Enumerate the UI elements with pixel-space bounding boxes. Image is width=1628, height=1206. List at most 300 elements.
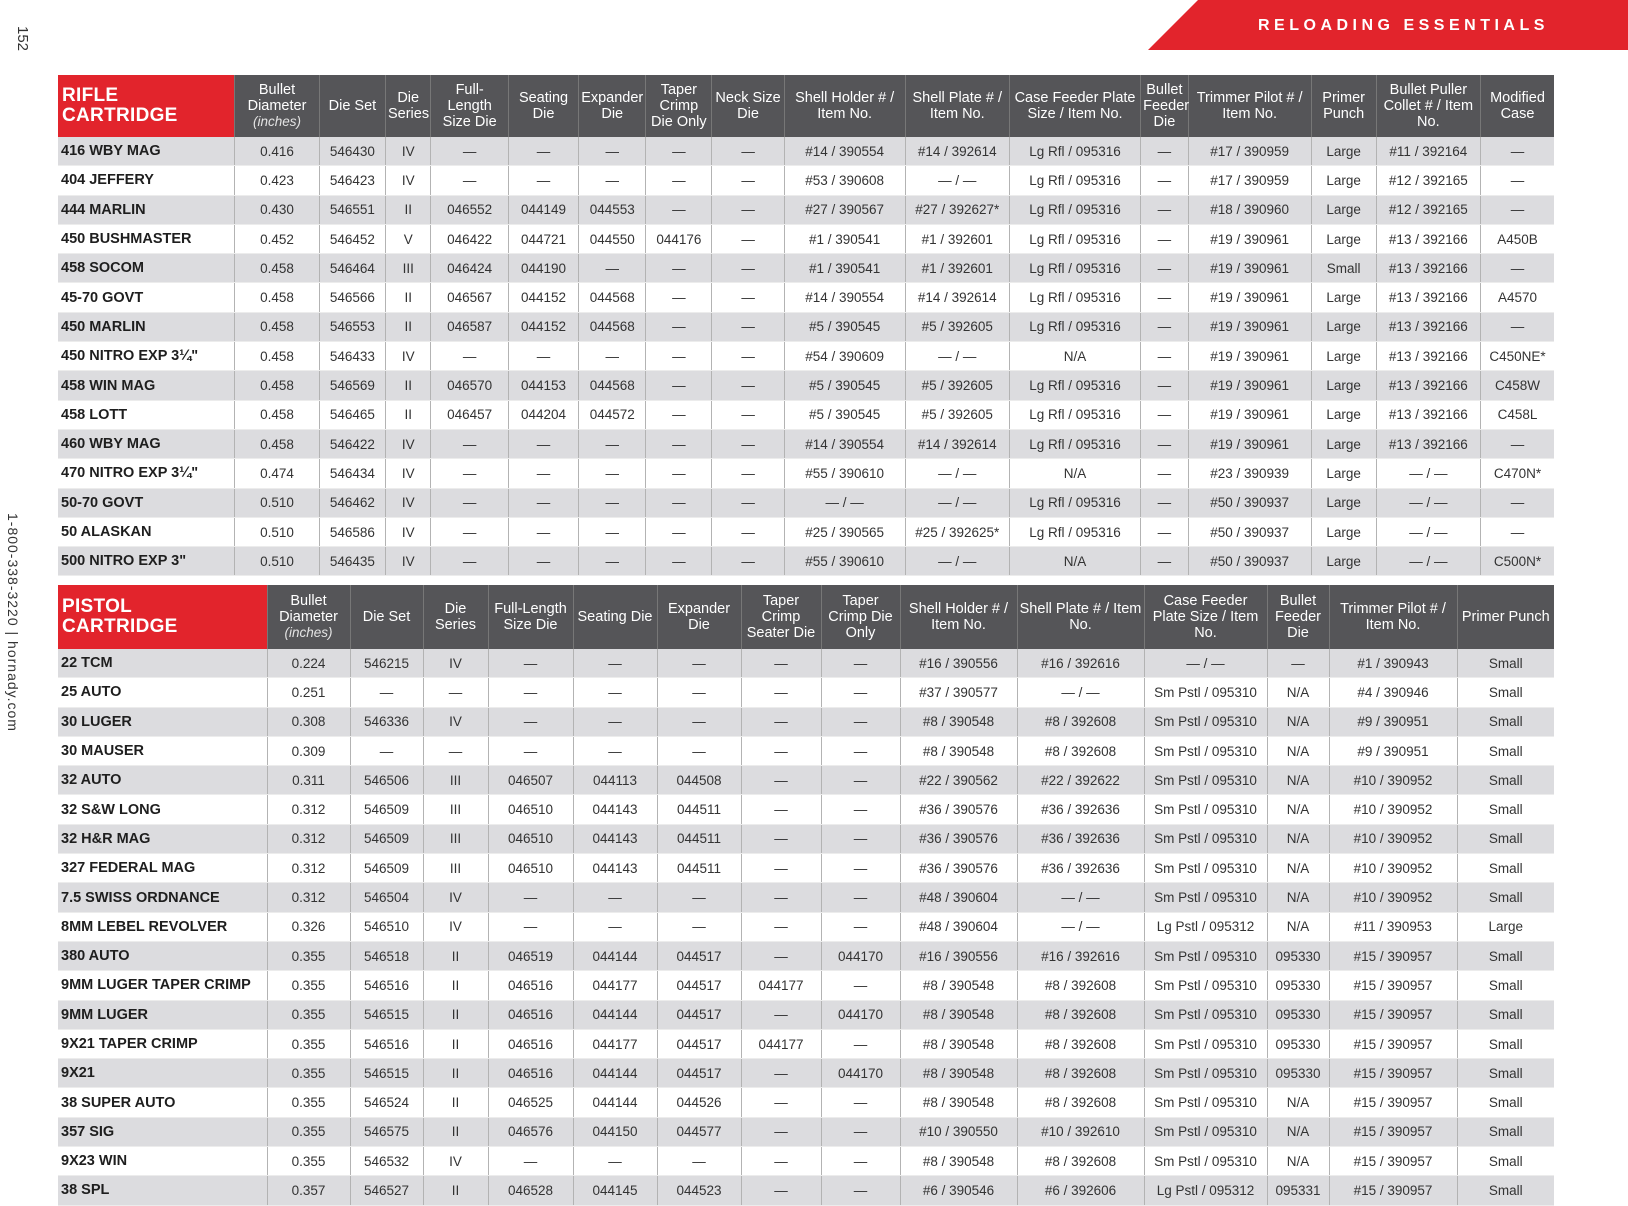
table-cell: Small — [1457, 766, 1554, 795]
table-cell: — — [646, 459, 712, 488]
table-cell: — — [579, 137, 646, 166]
table-cell: #8 / 390548 — [900, 1088, 1017, 1117]
table-cell: 044568 — [579, 283, 646, 312]
cartridge-name: 444 MARLIN — [58, 195, 235, 224]
table-row — [58, 1088, 1554, 1117]
table-cell: — — [1141, 224, 1189, 253]
table-cell: 044523 — [657, 1176, 741, 1205]
table-cell: — — [712, 459, 784, 488]
table-cell: — — [488, 883, 573, 912]
table-cell: 044144 — [573, 1000, 657, 1029]
cartridge-name: 404 JEFFERY — [58, 166, 235, 195]
table-cell: #6 / 392606 — [1017, 1176, 1144, 1205]
cartridge-name: 357 SIG — [58, 1117, 267, 1146]
cartridge-name: 327 FEDERAL MAG — [58, 854, 267, 883]
table-cell: Large — [1311, 342, 1376, 371]
table-cell: Small — [1457, 824, 1554, 853]
column-header-label: Bullet Puller Collet # / Item No. — [1383, 82, 1474, 130]
table-cell: — / — — [784, 488, 905, 517]
table-cell: #17 / 390959 — [1188, 137, 1311, 166]
table-cell: — — [573, 1147, 657, 1176]
table-cell: II — [423, 1176, 488, 1205]
table-cell: 046516 — [488, 1000, 573, 1029]
table-cell: Small — [1457, 854, 1554, 883]
table-cell: #13 / 392166 — [1376, 342, 1480, 371]
cartridge-name: 450 NITRO EXP 3¼" — [58, 342, 235, 371]
table-cell: IV — [385, 459, 430, 488]
cartridge-name: 32 S&W LONG — [58, 795, 267, 824]
table-cell: — — [712, 488, 784, 517]
table-cell: 546524 — [350, 1088, 423, 1117]
table-cell: II — [385, 195, 430, 224]
table-cell: — / — — [1017, 883, 1144, 912]
table-cell: — — [821, 795, 900, 824]
table-cell: Sm Pstl / 095310 — [1144, 766, 1267, 795]
table-cell: 0.416 — [235, 137, 320, 166]
table-cell: A4570 — [1481, 283, 1554, 312]
table-cell: 546452 — [319, 224, 385, 253]
table-cell: — — [1141, 371, 1189, 400]
table-cell: 0.510 — [235, 517, 320, 546]
table-cell: #1 / 390541 — [784, 224, 905, 253]
table-cell: — — [712, 224, 784, 253]
table-cell: Lg Rfl / 095316 — [1009, 254, 1140, 283]
table-cell: — — [350, 736, 423, 765]
table-cell: #8 / 390548 — [900, 1147, 1017, 1176]
table-cell: — — [741, 766, 821, 795]
table-cell: N/A — [1267, 707, 1329, 736]
table-cell: 546465 — [319, 400, 385, 429]
table-row — [58, 766, 1554, 795]
column-header-label: Full-Length Size Die — [442, 82, 497, 130]
table-cell: — — [1141, 342, 1189, 371]
table-cell: 0.510 — [235, 488, 320, 517]
table-cell: — — [488, 736, 573, 765]
table-row — [58, 971, 1554, 1000]
cartridge-name: 9MM LUGER — [58, 1000, 267, 1029]
table-cell: #15 / 390957 — [1329, 1029, 1457, 1058]
table-cell: 0.355 — [267, 1000, 350, 1029]
table-cell: #16 / 392616 — [1017, 649, 1144, 678]
cartridge-name: 9X23 WIN — [58, 1147, 267, 1176]
table-cell: III — [423, 766, 488, 795]
table-cell: Sm Pstl / 095310 — [1144, 941, 1267, 970]
column-header — [900, 585, 1017, 649]
table-cell: Lg Rfl / 095316 — [1009, 195, 1140, 224]
table-cell: 0.312 — [267, 795, 350, 824]
table-row — [58, 429, 1554, 458]
table-cell: N/A — [1267, 678, 1329, 707]
table-cell: 546515 — [350, 1059, 423, 1088]
table-cell: N/A — [1267, 1088, 1329, 1117]
table-cell: — — [579, 166, 646, 195]
table-cell: N/A — [1267, 736, 1329, 765]
table-cell: Large — [1311, 224, 1376, 253]
table-cell: 044511 — [657, 854, 741, 883]
table-cell: #8 / 392608 — [1017, 1147, 1144, 1176]
table-cell: Small — [1457, 707, 1554, 736]
table-cell: 044553 — [579, 195, 646, 224]
table-cell: — — [508, 342, 578, 371]
table-cell: Large — [1311, 195, 1376, 224]
table-cell: #11 / 392164 — [1376, 137, 1480, 166]
column-header — [741, 585, 821, 649]
table-cell: 044517 — [657, 971, 741, 1000]
table-cell: #5 / 390545 — [784, 312, 905, 341]
table-cell: — — [1481, 488, 1554, 517]
column-header-label: Expander Die — [581, 90, 644, 122]
table-cell: — — [646, 254, 712, 283]
table-cell: — — [573, 912, 657, 941]
table-cell: — — [657, 912, 741, 941]
table-cell: #50 / 390937 — [1188, 488, 1311, 517]
table-cell: 546422 — [319, 429, 385, 458]
table-cell: #36 / 390576 — [900, 854, 1017, 883]
table-cell: 046424 — [431, 254, 508, 283]
cartridge-name: 32 H&R MAG — [58, 824, 267, 853]
table-cell: Sm Pstl / 095310 — [1144, 824, 1267, 853]
table-cell: II — [385, 283, 430, 312]
table-cell: 044517 — [657, 1029, 741, 1058]
table-row — [58, 312, 1554, 341]
table-cell: 046422 — [431, 224, 508, 253]
table-cell: #8 / 390548 — [900, 971, 1017, 1000]
table-cell: 0.251 — [267, 678, 350, 707]
table-row — [58, 488, 1554, 517]
table-cell: 546509 — [350, 854, 423, 883]
table-cell: A450B — [1481, 224, 1554, 253]
column-header-label: Shell Plate # / Item No. — [1019, 601, 1142, 633]
table-cell: — — [712, 283, 784, 312]
table-cell: — — [431, 429, 508, 458]
table-cell: Small — [1457, 1059, 1554, 1088]
table-cell: — — [741, 824, 821, 853]
table-cell: 095331 — [1267, 1176, 1329, 1205]
table-cell: — — [657, 1147, 741, 1176]
table-cell: #17 / 390959 — [1188, 166, 1311, 195]
table-cell: Small — [1457, 1088, 1554, 1117]
table-cell: — — [1141, 547, 1189, 576]
table-cell: — — [1481, 517, 1554, 546]
column-header — [423, 585, 488, 649]
table-cell: 546553 — [319, 312, 385, 341]
table-cell: 046552 — [431, 195, 508, 224]
table-cell: #18 / 390960 — [1188, 195, 1311, 224]
table-cell: — — [1141, 312, 1189, 341]
table-cell: #15 / 390957 — [1329, 1088, 1457, 1117]
table-cell: Lg Rfl / 095316 — [1009, 400, 1140, 429]
column-header-label: Seating Die — [518, 90, 569, 122]
column-header — [1017, 585, 1144, 649]
table-cell: 546336 — [350, 707, 423, 736]
table-cell: Sm Pstl / 095310 — [1144, 736, 1267, 765]
table-cell: #8 / 392608 — [1017, 707, 1144, 736]
table-cell: — — [712, 342, 784, 371]
table-cell: IV — [423, 883, 488, 912]
page-number: 152 — [14, 26, 31, 52]
table-cell: 044143 — [573, 795, 657, 824]
table-cell: #14 / 390554 — [784, 283, 905, 312]
table-cell: Sm Pstl / 095310 — [1144, 1059, 1267, 1088]
column-header-label: Case Feeder Plate Size / Item No. — [1014, 90, 1136, 122]
table-cell: 546509 — [350, 824, 423, 853]
table-cell: 0.458 — [235, 400, 320, 429]
table-cell: — — [1267, 649, 1329, 678]
table-cell: — — [508, 459, 578, 488]
table-row — [58, 883, 1554, 912]
table-cell: Lg Rfl / 095316 — [1009, 429, 1140, 458]
table-row — [58, 547, 1554, 576]
table-cell: — — [579, 517, 646, 546]
cartridge-name: 50 ALASKAN — [58, 517, 235, 546]
table-cell: #8 / 390548 — [900, 707, 1017, 736]
table-row — [58, 678, 1554, 707]
table-cell: — — [821, 1029, 900, 1058]
table-cell: #19 / 390961 — [1188, 224, 1311, 253]
table-cell: — — [488, 707, 573, 736]
table-cell: Small — [1457, 1176, 1554, 1205]
table-cell: — — [821, 1176, 900, 1205]
cartridge-name: 50-70 GOVT — [58, 488, 235, 517]
table-cell: — — [488, 912, 573, 941]
table-cell: — — [821, 912, 900, 941]
table-row — [58, 371, 1554, 400]
table-cell: C450NE* — [1481, 342, 1554, 371]
cartridge-name: 7.5 SWISS ORDNANCE — [58, 883, 267, 912]
table-cell: IV — [423, 707, 488, 736]
table-cell: — — [1141, 137, 1189, 166]
table-cell: — — [646, 166, 712, 195]
table-cell: Sm Pstl / 095310 — [1144, 1147, 1267, 1176]
table-cell: 044572 — [579, 400, 646, 429]
column-header — [431, 75, 508, 137]
table-cell: #9 / 390951 — [1329, 736, 1457, 765]
table-row — [58, 1147, 1554, 1176]
table-cell: — — [712, 429, 784, 458]
table-cell: #15 / 390957 — [1329, 941, 1457, 970]
table-cell: #8 / 390548 — [900, 736, 1017, 765]
table-cell: N/A — [1009, 342, 1140, 371]
table-cell: #9 / 390951 — [1329, 707, 1457, 736]
table-cell: 095330 — [1267, 1000, 1329, 1029]
table-cell: N/A — [1009, 547, 1140, 576]
table-row — [58, 649, 1554, 678]
table-cell: — — [1481, 254, 1554, 283]
table-cell: #55 / 390610 — [784, 459, 905, 488]
table-cell: 0.355 — [267, 1059, 350, 1088]
cartridge-name: 458 WIN MAG — [58, 371, 235, 400]
table-cell: Sm Pstl / 095310 — [1144, 1117, 1267, 1146]
column-header-label: Bullet Diameter — [247, 82, 307, 114]
table-cell: N/A — [1009, 459, 1140, 488]
table-cell: IV — [385, 166, 430, 195]
table-cell: — — [508, 166, 578, 195]
table-cell: Sm Pstl / 095310 — [1144, 1029, 1267, 1058]
table-cell: — — [579, 459, 646, 488]
table-cell: — — [1481, 429, 1554, 458]
table-cell: — — [646, 195, 712, 224]
table-cell: 0.355 — [267, 941, 350, 970]
table-cell: 546434 — [319, 459, 385, 488]
table-cell: — — [712, 254, 784, 283]
table-cell: 0.458 — [235, 283, 320, 312]
table-row — [58, 1117, 1554, 1146]
table-cell: C458W — [1481, 371, 1554, 400]
table-cell: — — [1141, 283, 1189, 312]
column-header — [1481, 75, 1554, 137]
table-cell: 046510 — [488, 854, 573, 883]
table-cell: — — [821, 707, 900, 736]
table-cell: — — [579, 547, 646, 576]
table-cell: II — [423, 1000, 488, 1029]
table-cell: 546551 — [319, 195, 385, 224]
table-cell: #15 / 390957 — [1329, 1000, 1457, 1029]
table-cell: 0.308 — [267, 707, 350, 736]
table-cell: N/A — [1267, 795, 1329, 824]
table-cell: IV — [385, 137, 430, 166]
column-header-unit: (inches) — [253, 114, 302, 129]
table-cell: Large — [1311, 137, 1376, 166]
table-cell: — — [579, 342, 646, 371]
table-cell: — / — — [1144, 649, 1267, 678]
column-header — [1144, 585, 1267, 649]
table-cell: — — [741, 854, 821, 883]
table-cell: — / — — [905, 342, 1009, 371]
table-cell: #36 / 392636 — [1017, 854, 1144, 883]
table-cell: 546423 — [319, 166, 385, 195]
table-cell: #16 / 390556 — [900, 649, 1017, 678]
table-cell: #10 / 390952 — [1329, 766, 1457, 795]
table-cell: — — [741, 736, 821, 765]
table-cell: 546516 — [350, 971, 423, 1000]
table-cell: #27 / 390567 — [784, 195, 905, 224]
table-row — [58, 912, 1554, 941]
table-cell: #37 / 390577 — [900, 678, 1017, 707]
column-header — [1141, 75, 1189, 137]
table-cell: #8 / 392608 — [1017, 736, 1144, 765]
table-cell: 044568 — [579, 371, 646, 400]
table-cell: C500N* — [1481, 547, 1554, 576]
table-cell: #16 / 392616 — [1017, 941, 1144, 970]
table-cell: #27 / 392627* — [905, 195, 1009, 224]
table-cell: 044170 — [821, 1000, 900, 1029]
table-cell: Large — [1311, 166, 1376, 195]
table-cell: — — [741, 707, 821, 736]
table-cell: #36 / 392636 — [1017, 795, 1144, 824]
table-cell: Large — [1311, 459, 1376, 488]
table-cell: #19 / 390961 — [1188, 400, 1311, 429]
table-cell: — — [646, 342, 712, 371]
table-cell: — — [646, 429, 712, 458]
cartridge-name: 38 SUPER AUTO — [58, 1088, 267, 1117]
table-cell: #36 / 392636 — [1017, 824, 1144, 853]
table-cell: 0.355 — [267, 1088, 350, 1117]
table-cell: 044177 — [573, 1029, 657, 1058]
table-cell: — — [712, 312, 784, 341]
table-cell: — / — — [1376, 488, 1480, 517]
table-cell: — — [712, 195, 784, 224]
table-cell: #36 / 390576 — [900, 795, 1017, 824]
table-cell: IV — [423, 912, 488, 941]
table-cell: — — [1141, 254, 1189, 283]
table-cell: — — [821, 971, 900, 1000]
table-cell: — — [573, 707, 657, 736]
table-cell: 095330 — [1267, 1029, 1329, 1058]
table-cell: II — [423, 1117, 488, 1146]
table-cell: N/A — [1267, 912, 1329, 941]
table-cell: Small — [1457, 736, 1554, 765]
table-cell: — — [646, 488, 712, 517]
table-cell: 546504 — [350, 883, 423, 912]
table-cell: #15 / 390957 — [1329, 1117, 1457, 1146]
table-cell: — — [821, 649, 900, 678]
table-cell: — — [423, 678, 488, 707]
table-cell: 0.474 — [235, 459, 320, 488]
table-cell: Small — [1457, 1000, 1554, 1029]
table-cell: Large — [1311, 547, 1376, 576]
table-cell: 0.357 — [267, 1176, 350, 1205]
column-header-label: Primer Punch — [1461, 609, 1550, 625]
table-cell: — — [508, 488, 578, 517]
table-cell: III — [423, 795, 488, 824]
table-cell: — — [741, 1147, 821, 1176]
column-header-label: Trimmer Pilot # / Item No. — [1196, 90, 1303, 122]
table-cell: — / — — [905, 547, 1009, 576]
table-row — [58, 1059, 1554, 1088]
table-cell: 044568 — [579, 312, 646, 341]
table-cell: 546575 — [350, 1117, 423, 1146]
table-cell: — / — — [1017, 678, 1144, 707]
table-cell: Small — [1311, 254, 1376, 283]
table-cell: — — [431, 517, 508, 546]
cartridge-name: 45-70 GOVT — [58, 283, 235, 312]
table-cell: — — [1141, 195, 1189, 224]
table-cell: #13 / 392166 — [1376, 224, 1480, 253]
table-cell: — — [431, 166, 508, 195]
table-cell: #5 / 392605 — [905, 371, 1009, 400]
table-row — [58, 1176, 1554, 1205]
table-cell: 546464 — [319, 254, 385, 283]
table-row — [58, 1029, 1554, 1058]
table-cell: Large — [1311, 517, 1376, 546]
table-cell: — — [712, 400, 784, 429]
table-cell: #1 / 392601 — [905, 254, 1009, 283]
table-cell: #14 / 390554 — [784, 137, 905, 166]
column-header-label: Trimmer Pilot # / Item No. — [1340, 601, 1446, 633]
table-cell: Small — [1457, 678, 1554, 707]
cartridge-name: 460 WBY MAG — [58, 429, 235, 458]
column-header — [905, 75, 1009, 137]
table-row — [58, 400, 1554, 429]
column-header — [1188, 75, 1311, 137]
cartridge-name: 32 AUTO — [58, 766, 267, 795]
table-cell: IV — [423, 649, 488, 678]
table-cell: 0.312 — [267, 824, 350, 853]
table-cell: 0.452 — [235, 224, 320, 253]
table-cell: #13 / 392166 — [1376, 400, 1480, 429]
table-cell: 0.458 — [235, 371, 320, 400]
table-row — [58, 1000, 1554, 1029]
column-header — [267, 585, 350, 649]
table-cell: Sm Pstl / 095310 — [1144, 795, 1267, 824]
table-cell: N/A — [1267, 824, 1329, 853]
table-cell: 0.458 — [235, 254, 320, 283]
table-cell: — — [508, 429, 578, 458]
table-cell: — — [712, 137, 784, 166]
table-cell: #16 / 390556 — [900, 941, 1017, 970]
table-cell: — / — — [905, 166, 1009, 195]
table-cell: #1 / 392601 — [905, 224, 1009, 253]
